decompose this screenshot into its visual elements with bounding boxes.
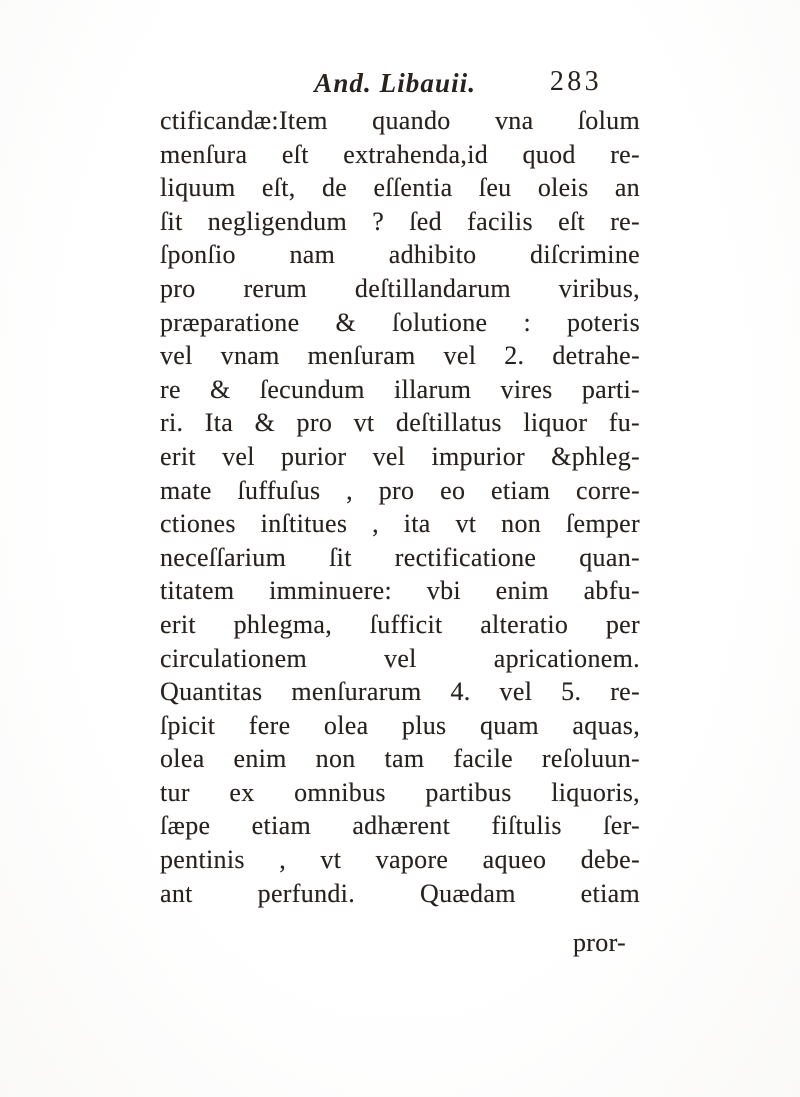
body-text [160, 104, 640, 910]
running-title: And. Libauii. [314, 68, 477, 98]
catchword-row [160, 926, 640, 960]
text-line: ſpicit fere olea plus quam aquas, [160, 710, 640, 740]
catchword: pror- [572, 928, 626, 957]
text-line: præparatione & ſolutione : poteris [160, 307, 640, 337]
text-line: neceſſarium ſit rectificatione quan- [160, 542, 640, 572]
text-line: ant perfundi. Quædam etiam [160, 878, 640, 908]
text-line: erit vel purior vel impurior &phleg- [160, 441, 640, 471]
text-line: circulationem vel apricationem. [160, 643, 640, 673]
text-line: vel vnam menſuram vel 2. detrahe- [160, 341, 640, 371]
text-line: menſura eſt extrahenda,id quod re- [160, 139, 640, 169]
text-line: erit phlegma, ſufficit alteratio per [160, 609, 640, 639]
text-line: pro rerum deſtillandarum viribus, [160, 273, 640, 303]
text-line: ctiones inſtitues , ita vt non ſemper [160, 509, 640, 539]
text-line: ctificandæ:Item quando vna ſolum [160, 106, 640, 135]
text-line: ſit negligendum ? ſed facilis eſt re- [160, 206, 640, 236]
text-line: pentinis , vt vapore aqueo debe- [160, 845, 640, 875]
text-line: olea enim non tam facile reſoluun- [160, 744, 640, 774]
text-line: liquum eſt, de eſſentia ſeu oleis an [160, 173, 640, 203]
page-header [160, 68, 640, 102]
text-line: Quantitas menſurarum 4. vel 5. re- [160, 677, 640, 707]
text-line: titatem imminuere: vbi enim abfu- [160, 576, 640, 606]
text-line: mate ſuffuſus , pro eo etiam corre- [160, 475, 640, 505]
text-line: ſponſio nam adhibito diſcrimine [160, 240, 640, 270]
text-line: ſæpe etiam adhærent fiſtulis ſer- [160, 811, 640, 841]
text-line: re & ſecundum illarum vires parti- [160, 374, 640, 404]
text-line: ri. Ita & pro vt deſtillatus liquor fu- [160, 408, 640, 438]
text-line: tur ex omnibus partibus liquoris, [160, 777, 640, 807]
page-number: 283 [549, 66, 602, 97]
